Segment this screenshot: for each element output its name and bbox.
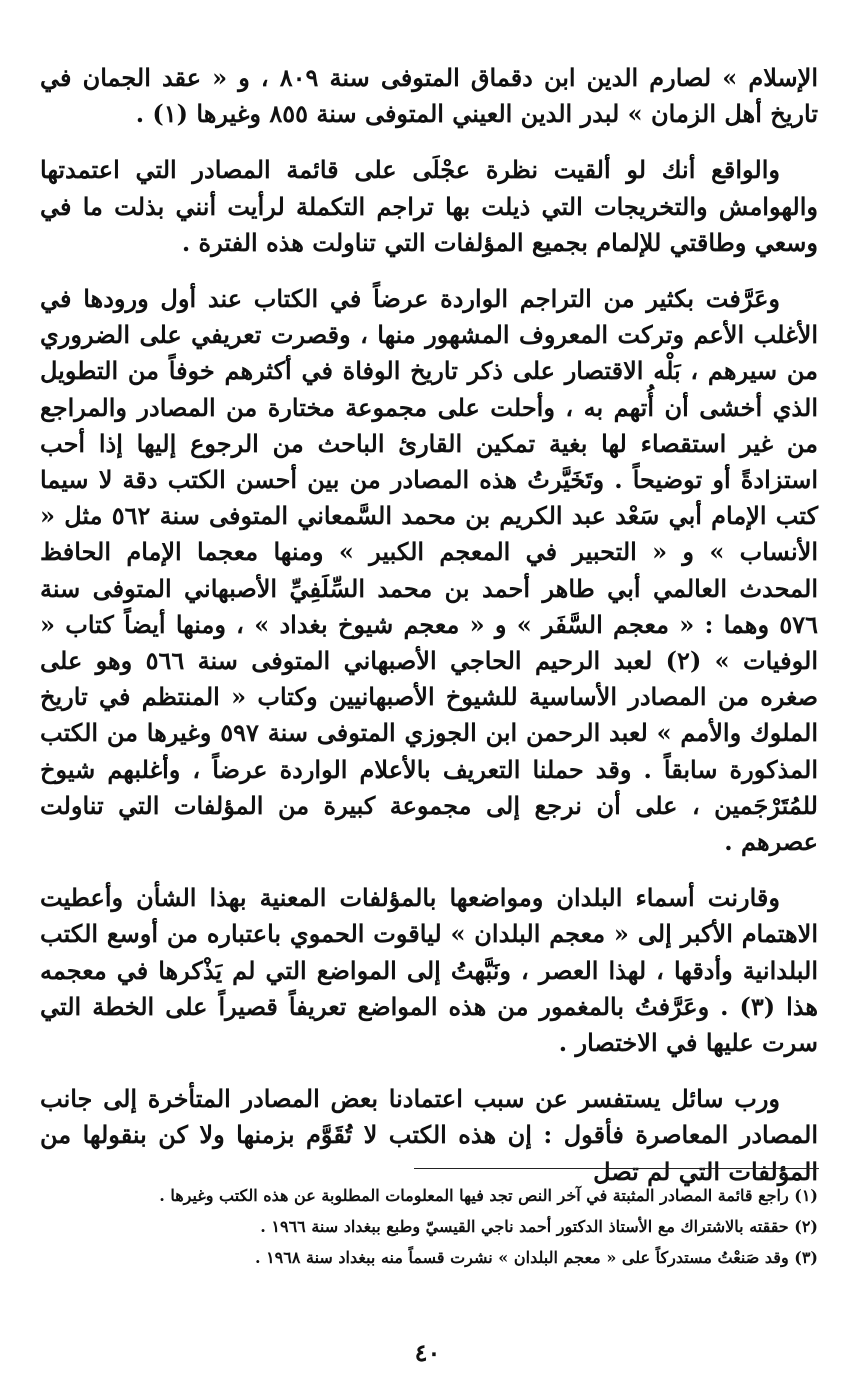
paragraph-2: والواقع أنك لو ألقيت نظرة عجْلَى على قائمة المصادر التي اعتمدتها والهوامش والتخريجات التي ذيلت بها تراجم التكملة لرأيت أنني بذلت ما في وسعي وطاقتي للإلمام بجميع المؤلفات التي تناولت هذه الفترة . [40, 155, 818, 257]
footnote-3: (٣) وقد صَنعْتُ مستدركاً على « معجم البلدان » نشرت قسماً منه ببغداد سنة ١٩٦٨ . [254, 1248, 818, 1267]
paragraph-5: ورب سائل يستفسر عن سبب اعتمادنا بعض المصادر المتأخرة إلى جانب المصادر المعاصرة فأقول : إن هذه الكتب لا تُقَوَّم بزمنها ولا كن بنقولها من المؤلفات التي لم تصل [40, 1084, 818, 1186]
paragraph-1: الإسلام » لصارم الدين ابن دقماق المتوفى سنة ٨٠٩ ، و « عقد الجمان في تاريخ أهل الزمان » لبدر الدين العيني المتوفى سنة ٨٥٥ وغيرها (١) . [40, 63, 818, 129]
paragraph-4: وقارنت أسماء البلدان ومواضعها بالمؤلفات المعنية بهذا الشأن وأعطيت الاهتمام الأكبر إلى « معجم البلدان » لياقوت الحموي باعتباره من أوسع الكتب البلدانية وأدقها ، لهذا العصر ، ونَبَّهتُ إلى المواضع التي لم يَذْكرها في معجمه هذا (٣) . وعَرَّفتُ بالمغمور من هذه المواضع تعريفاً قصيراً على الخطة التي سرت عليها في الاختصار . [40, 883, 818, 1058]
footnote-divider [414, 1168, 819, 1169]
paragraph-3: وعَرَّفت بكثير من التراجم الواردة عرضاً في الكتاب عند أول ورودها في الأغلب الأعم وتركت المعروف المشهور منها ، وقصرت تعريفي على الضروري من سيرهم ، بَلْه الاقتصار على ذكر تاريخ الوفاة في أكثرهم خوفاً من التطويل الذي أخشى أن أُتهم به ، وأحلت على مجموعة مختارة من المصادر والمراجع من غير استقصاء لها بغية تمكين القارئ الباحث من الرجوع إليها إذا أحب استزادةً أو توضيحاً . وتَخَيَّرتُ هذه المصادر من بين أحسن الكتب دقة لا سيما كتب الإمام أبي سَعْد عبد الكريم بن محمد السَّمعاني المتوفى سنة ٥٦٢ مثل « الأنساب » و « التحبير في المعجم الكبير » ومنها معجما الإمام الحافظ المحدث العالمي أبي طاهر أحمد بن محمد السِّلَفِيِّ الأصبهاني المتوفى سنة ٥٧٦ وهما : « معجم السَّفَر » و « معجم شيوخ بغداد » ، ومنها أيضاً كتاب « الوفيات » (٢) لعبد الرحيم الحاجي الأصبهاني المتوفى سنة ٥٦٦ وهو على صغره من المصادر الأساسية للشيوخ الأصبهانيين وكتاب « المنتظم في تاريخ الملوك والأمم » لعبد الرحمن ابن الجوزي المتوفى سنة ٥٩٧ وغيرها من الكتب المذكورة سابقاً . وقد حملنا التعريف بالأعلام الواردة عرضاً ، وأغلبهم شيوخ للمُتَرْجَمين ، على أن نرجع إلى مجموعة كبيرة من المؤلفات التي تناولت عصرهم . [40, 284, 819, 857]
main-text [40, 60, 818, 1190]
page-number: ٤٠ [414, 1338, 441, 1367]
footnote-1: (١) راجع قائمة المصادر المثبتة في آخر النص تجد فيها المعلومات المطلوبة عن هذه الكتب وغيرها . [159, 1186, 818, 1205]
footnotes [40, 1180, 818, 1273]
footnote-2: (٢) حققته بالاشتراك مع الأستاذ الدكتور أحمد ناجي القيسيّ وطبع ببغداد سنة ١٩٦٦ . [260, 1217, 818, 1236]
